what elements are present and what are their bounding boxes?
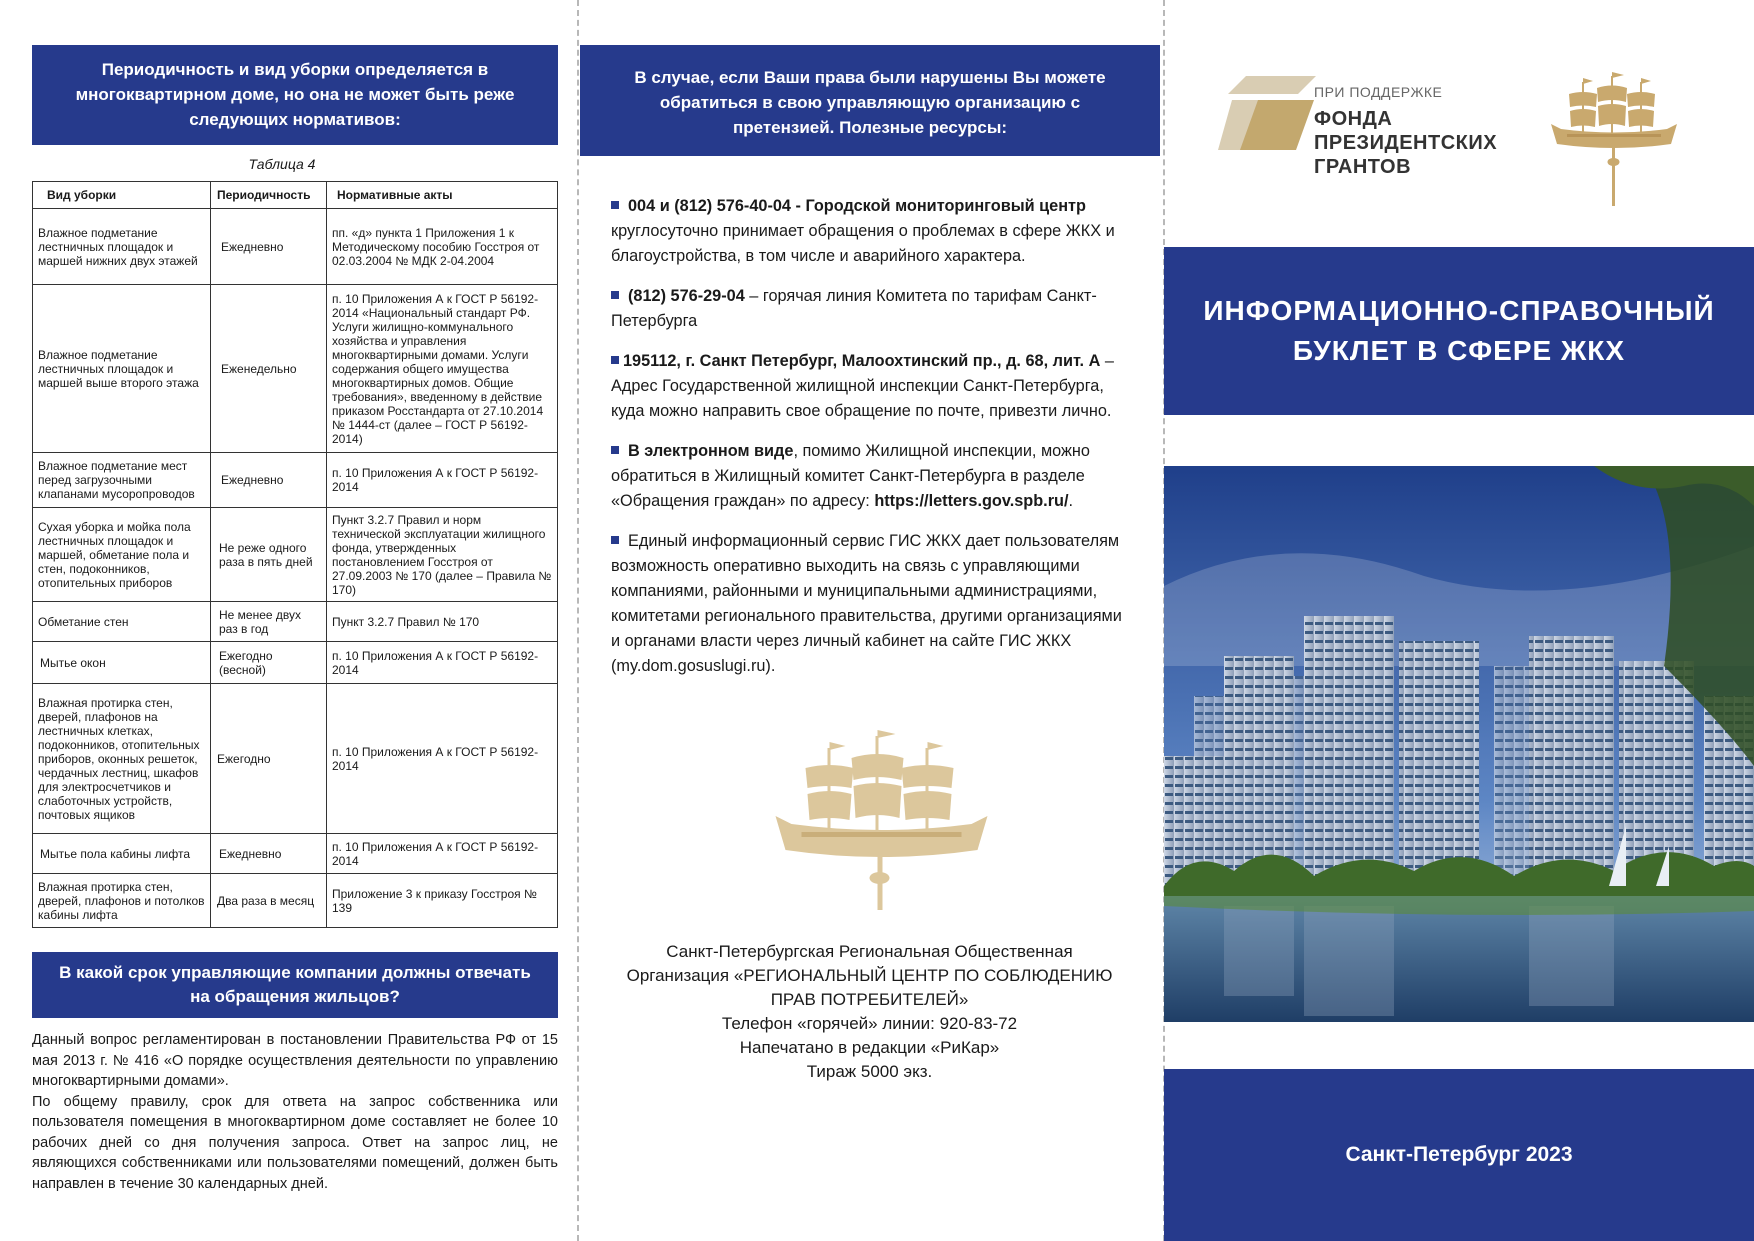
resource-tail: . <box>1068 492 1074 510</box>
resource-title: (812) 576-29-04 <box>628 287 745 305</box>
paragraph: Данный вопрос регламентирован в постановлении Правительства РФ от 15 мая 2013 г. № 416 «О порядке осуществления деятельности по управлению многоквартирными домами». <box>32 1032 558 1089</box>
table-row <box>33 602 558 642</box>
bullet-square-icon <box>611 291 619 299</box>
cleaning-norms-table <box>32 181 558 928</box>
resource-text: – горячая линия Комитета по тарифам Санкт-Петербурга <box>611 287 1097 330</box>
cell-type: Влажная протирка стен, дверей, плафонов и потолков кабины лифта <box>33 874 211 928</box>
cell-period: Ежедневно <box>211 453 327 508</box>
table-row <box>33 874 558 928</box>
booklet-footer: Санкт-Петербург 2023 <box>1164 1069 1754 1241</box>
cell-period: Не реже одного раза в пять дней <box>211 508 327 602</box>
residential-buildings-photo <box>1164 466 1754 1022</box>
cell-act: п. 10 Приложения А к ГОСТ Р 56192-2014 <box>327 642 558 684</box>
publisher-line: Напечатано в редакции «РиКар» <box>739 1038 1000 1057</box>
publisher-info <box>578 940 1161 1084</box>
spb-ship-emblem-small-icon <box>1549 72 1679 207</box>
logo-line: ГРАНТОВ <box>1314 156 1412 178</box>
logo-line: ФОНДА <box>1314 108 1393 130</box>
publisher-line: Санкт-Петербургская Региональная Общественная <box>666 942 1073 961</box>
cell-act: Приложение 3 к приказу Госстроя № 139 <box>327 874 558 928</box>
resources-list <box>611 194 1131 694</box>
cell-act: Пункт 3.2.7 Правил и норм технической эксплуатации жилищного фонда, утвержденных постановлением Госстроя от 27.09.2003 № 170 (далее – Правила № 170) <box>327 508 558 602</box>
cell-type: Влажная протирка стен, дверей, плафонов на лестничных клетках, подоконников, отопительных приборов, оконных решеток, чердачных лестниц, шкафов для электросчетчиков и слаботочных устройств, почтовых ящиков <box>33 684 211 834</box>
bullet-square-icon <box>611 356 619 364</box>
cell-period: Еженедельно <box>211 285 327 453</box>
letters-link[interactable]: https://letters.gov.spb.ru/ <box>874 492 1069 510</box>
cell-act: п. 10 Приложения А к ГОСТ Р 56192-2014 <box>327 834 558 874</box>
col-header-act: Нормативные акты <box>327 182 558 209</box>
bullet-square-icon <box>611 446 619 454</box>
panel-cleaning-norms <box>0 0 577 1241</box>
resource-text: Единый информационный сервис ГИС ЖКХ дает пользователям возможность оперативно выходить на связь с управляющими компаниями, районными и муниципальными администрациями, комитетами регионального правительства, другими организациями и органами власти через личный кабинет на сайте ГИС ЖКХ (my.dom.gosuslugi.ru). <box>611 532 1122 675</box>
list-item <box>611 284 1131 334</box>
col-header-period: Периодичность <box>211 182 327 209</box>
cell-type: Влажное подметание мест перед загрузочными клапанами мусоропроводов <box>33 453 211 508</box>
logo-support-label: ПРИ ПОДДЕРЖКЕ <box>1314 84 1443 100</box>
panel-cover <box>1164 0 1754 1241</box>
resource-title: 195112, г. Санкт Петербург, Малоохтинский пр., д. 68, лит. А <box>623 352 1101 370</box>
col-header-type: Вид уборки <box>33 182 211 209</box>
cell-type: Мытье окон <box>33 642 211 684</box>
cell-type: Влажное подметание лестничных площадок и маршей нижних двух этажей <box>33 209 211 285</box>
paragraph: По общему правилу, срок для ответа на запрос собственника или пользователя помещения в многоквартирном доме составляет не более 10 рабочих дней со дня получения запроса. Ответ на запрос лиц, не являющихся собственниками или пользователями помещений, должен быть направлен в течение 30 календарных дней. <box>32 1093 558 1192</box>
table-row <box>33 684 558 834</box>
publisher-line: Телефон «горячей» линии: 920-83-72 <box>721 1014 1018 1033</box>
table-row <box>33 642 558 684</box>
bullet-square-icon <box>611 536 619 544</box>
grants-logo-text <box>1314 85 1497 179</box>
cell-period: Ежедневно <box>211 209 327 285</box>
table-row <box>33 209 558 285</box>
cell-type: Мытье пола кабины лифта <box>33 834 211 874</box>
spb-ship-emblem-icon <box>771 728 992 912</box>
table-row <box>33 285 558 453</box>
cleaning-header: Периодичность и вид уборки определяется в многоквартирном доме, но она не может быть реже следующих нормативов: <box>32 45 558 145</box>
cell-act: пп. «д» пункта 1 Приложения 1 к Методическому пособию Госстроя от 02.03.2004 № МДК 2-04.2004 <box>327 209 558 285</box>
cell-period: Ежедневно <box>211 834 327 874</box>
list-item <box>611 529 1131 679</box>
resource-text: , помимо Жилищной инспекции, можно обратиться в Жилищный комитет Санкт-Петербурга в разделе «Обращения граждан» по адресу: <box>611 442 1090 510</box>
table-row <box>33 834 558 874</box>
booklet-title <box>1164 247 1754 415</box>
publisher-line: Организация «РЕГИОНАЛЬНЫЙ ЦЕНТР ПО СОБЛЮДЕНИЮ <box>626 966 1113 985</box>
list-item <box>611 439 1131 514</box>
bullet-square-icon <box>611 201 619 209</box>
list-item <box>611 194 1131 269</box>
response-time-header: В какой срок управляющие компании должны отвечать на обращения жильцов? <box>32 952 558 1018</box>
cell-act: п. 10 Приложения А к ГОСТ Р 56192-2014 <box>327 684 558 834</box>
cell-period: Не менее двух раз в год <box>211 602 327 642</box>
resource-text: – Адрес Государственной жилищной инспекции Санкт-Петербурга, куда можно направить свое обращение по почте, привезти лично. <box>611 352 1114 420</box>
presidential-grants-logo-icon <box>1218 76 1316 150</box>
publisher-line: Тираж 5000 экз. <box>806 1062 933 1081</box>
cell-act: п. 10 Приложения А к ГОСТ Р 56192-2014 <box>327 453 558 508</box>
cell-period: Ежегодно <box>211 684 327 834</box>
publisher-line: ПРАВ ПОТРЕБИТЕЛЕЙ» <box>770 990 969 1009</box>
cell-period: Ежегодно (весной) <box>211 642 327 684</box>
resource-text: круглосуточно принимает обращения о проблемах в сфере ЖКХ и благоустройства, в том числе и аварийного характера. <box>611 222 1115 265</box>
cell-period: Два раза в месяц <box>211 874 327 928</box>
table-row <box>33 508 558 602</box>
title-line: БУКЛЕТ В СФЕРЕ ЖКХ <box>1292 335 1626 366</box>
panel-resources <box>578 0 1164 1241</box>
list-item <box>611 349 1131 424</box>
table-row <box>33 453 558 508</box>
cell-type: Сухая уборка и мойка пола лестничных площадок и маршей, обметание пола и стен, подоконников, отопительных приборов <box>33 508 211 602</box>
cell-type: Влажное подметание лестничных площадок и маршей выше второго этажа <box>33 285 211 453</box>
title-line: ИНФОРМАЦИОННО-СПРАВОЧНЫЙ <box>1203 295 1715 326</box>
cell-act: Пункт 3.2.7 Правил № 170 <box>327 602 558 642</box>
resource-title: В электронном виде <box>628 442 794 460</box>
cell-type: Обметание стен <box>33 602 211 642</box>
table-caption: Таблица 4 <box>248 156 316 172</box>
resource-title: 004 и (812) 576-40-04 - Городской мониторинговый центр <box>628 197 1086 215</box>
cell-act: п. 10 Приложения А к ГОСТ Р 56192-2014 «Национальный стандарт РФ. Услуги жилищно-коммунального хозяйства и управления многоквартирными домами. Услуги содержания общего имущества многоквартирных домов. Общие требования», введенному в действие приказом Росстандарта от 27.10.2014 № 1444-ст (далее – ГОСТ Р 56192-2014) <box>327 285 558 453</box>
logo-line: ПРЕЗИДЕНТСКИХ <box>1314 132 1498 154</box>
response-time-text <box>32 1030 558 1194</box>
resources-header: В случае, если Ваши права были нарушены Вы можете обратиться в свою управляющую организацию с претензией. Полезные ресурсы: <box>580 45 1160 156</box>
